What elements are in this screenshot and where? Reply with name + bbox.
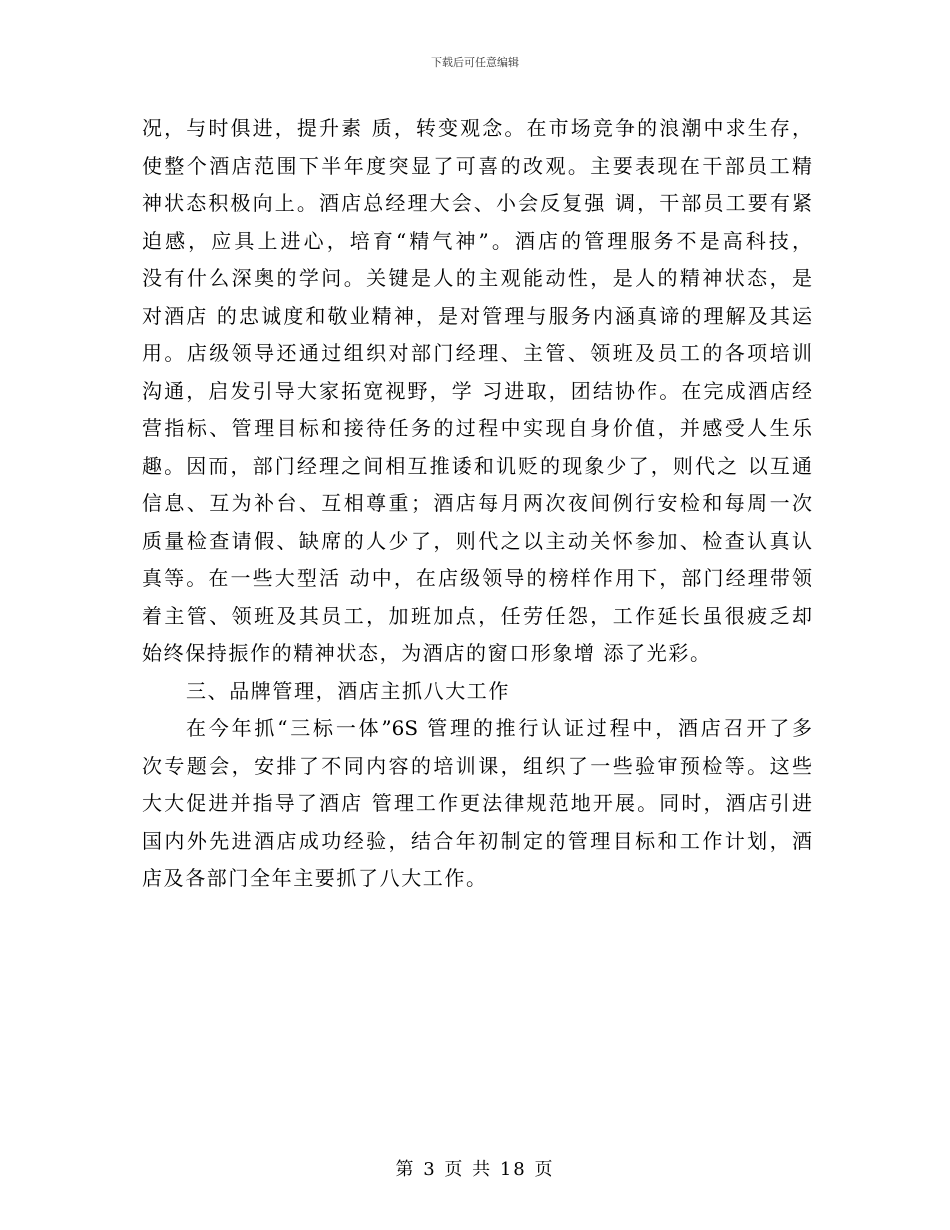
body-line: 着主管、领班及其员工，加班加点，任劳任怨，工作延长虽很疲乏却 [142, 603, 812, 628]
body-line: 营指标、管理目标和接待任务的过程中实现自身价值，并感受人生乐 [142, 416, 812, 440]
body-line: 趣。因而，部门经理之间相互推诿和讥贬的现象少了，则代之 以互通 [142, 453, 812, 478]
body-line: 信息、互为补台、互相尊重；酒店每月两次夜间例行安检和每周一次 [142, 491, 812, 515]
body-line: 店及各部门全年主要抓了八大工作。 [142, 866, 488, 890]
body-line: 质量检查请假、缺席的人少了，则代之以主动关怀参加、检查认真认 [142, 528, 812, 553]
body-line: 没有什么深奥的学问。关键是人的主观能动性，是人的精神状态，是 [142, 266, 812, 290]
body-line: 始终保持振作的精神状态，为酒店的窗口形象增 添了光彩。 [142, 641, 712, 665]
body-line: 用。店级领导还通过组织对部门经理、主管、领班及员工的各项培训 [142, 341, 812, 365]
body-line: 使整个酒店范围下半年度突显了可喜的改观。主要表现在干部员工精 [142, 153, 812, 178]
body-line: 大大促进并指导了酒店 管理工作更法律规范地开展。同时，酒店引进 [142, 791, 812, 815]
document-body [142, 110, 812, 898]
body-line: 次专题会，安排了不同内容的培训课，组织了一些验审预检等。这些 [142, 753, 812, 778]
body-line: 在今年抓“三标一体”6S 管理的推行认证过程中，酒店召开了多 [186, 716, 812, 740]
body-line: 真等。在一些大型活 动中，在店级领导的榜样作用下，部门经理带领 [142, 566, 812, 590]
body-line: 沟通，启发引导大家拓宽视野，学 习进取，团结协作。在完成酒店经 [142, 378, 812, 403]
page-header: 下载后可任意编辑 [431, 56, 519, 69]
section-heading: 三、品牌管理，酒店主抓八大工作 [186, 678, 510, 703]
page-footer: 第 3 页 共 18 页 [395, 1159, 555, 1180]
body-line: 况，与时俱进，提升素 质，转变观念。在市场竞争的浪潮中求生存， [142, 116, 812, 140]
body-line: 对酒店 的忠诚度和敬业精神，是对管理与服务内涵真谛的理解及其运 [142, 303, 812, 328]
body-line: 神状态积极向上。酒店总经理大会、小会反复强 调，干部员工要有紧 [142, 191, 812, 215]
body-line: 迫感，应具上进心，培育“精气神”。酒店的管理服务不是高科技， [142, 228, 812, 253]
body-line: 国内外先进酒店成功经验，结合年初制定的管理目标和工作计划，酒 [142, 828, 812, 853]
